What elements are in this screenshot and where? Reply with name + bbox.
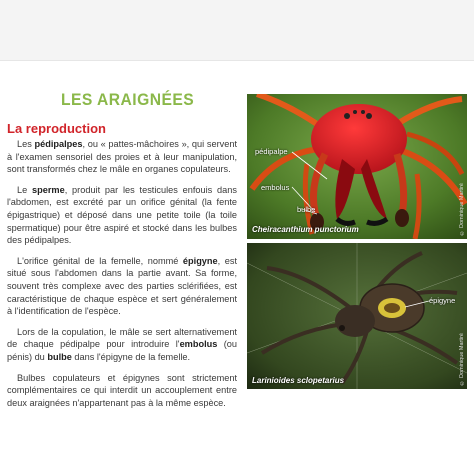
page-top-margin — [0, 0, 474, 61]
photo-credit: © Dominique Martiré — [459, 182, 465, 235]
bold-term: sperme — [32, 184, 65, 195]
photo-credit: © Dominique Martiré — [459, 332, 465, 385]
text-run: Le — [17, 184, 33, 195]
bold-term: embolus — [179, 339, 218, 350]
page-title: LES ARAIGNÉES — [61, 90, 195, 109]
label-epigyne: épigyne — [429, 296, 456, 305]
bold-term: épigyne — [182, 255, 218, 266]
label-pedipalpe: pédipalpe — [255, 147, 288, 156]
paragraph — [7, 326, 237, 364]
text-run: Les — [17, 139, 35, 149]
paragraph — [7, 184, 237, 247]
text-run: , ou « pattes-mâchoires », qui servent à l'examen sensoriel des proies et à leur manipulation, sont transformés chez le mâle en organes copulateurs. — [7, 139, 237, 175]
text-run: Bulbes copulateurs et épigynes sont strictement complémentaires ce qui interdit un accouplement entre deux araignées n'appartenant pas à la même espèce. — [7, 372, 237, 408]
body-text — [7, 138, 237, 417]
photo-caption: Larinioides sclopetarius — [252, 376, 345, 385]
spider-male-illustration — [247, 94, 467, 239]
section-title: La reproduction — [7, 121, 106, 136]
paragraph — [7, 138, 237, 176]
text-run: L'orifice génital de la femelle, nommé — [17, 255, 183, 266]
photo-male-spider — [247, 94, 467, 239]
text-run: dans l'épigyne de la femelle. — [71, 351, 191, 362]
text-run: , produit par les testicules enfouis dans l'abdomen, est excrété par un orifice génital (la fente épigastrique) et déposé dans une petite toile (la toile spermatique) pour être aspiré et stocké dans les bulbes des pédipalpes. — [7, 184, 237, 246]
spider-female-illustration — [247, 243, 467, 389]
text-run: (ou pénis) du — [7, 339, 237, 362]
label-embolus: embolus — [261, 183, 290, 192]
bold-term: bulbe — [47, 351, 72, 362]
paragraph — [7, 255, 237, 318]
paragraph — [7, 372, 237, 410]
photo-female-spider — [247, 243, 467, 389]
label-bulbe: bulbe — [297, 205, 316, 214]
text-run: Lors de la copulation, le mâle se sert alternativement de chaque pédipalpe pour introduire l' — [7, 326, 237, 350]
bold-term: pédipalpes — [34, 139, 83, 149]
text-run: , est situé sous l'abdomen dans la partie avant. Sa forme, souvent très complexe avec des parties sclérifiées, est caractéristique de chaque espèce et sert généralement à l'identification de l'espèce. — [7, 255, 237, 317]
photo-caption: Cheiracanthium punctorium — [252, 225, 359, 234]
